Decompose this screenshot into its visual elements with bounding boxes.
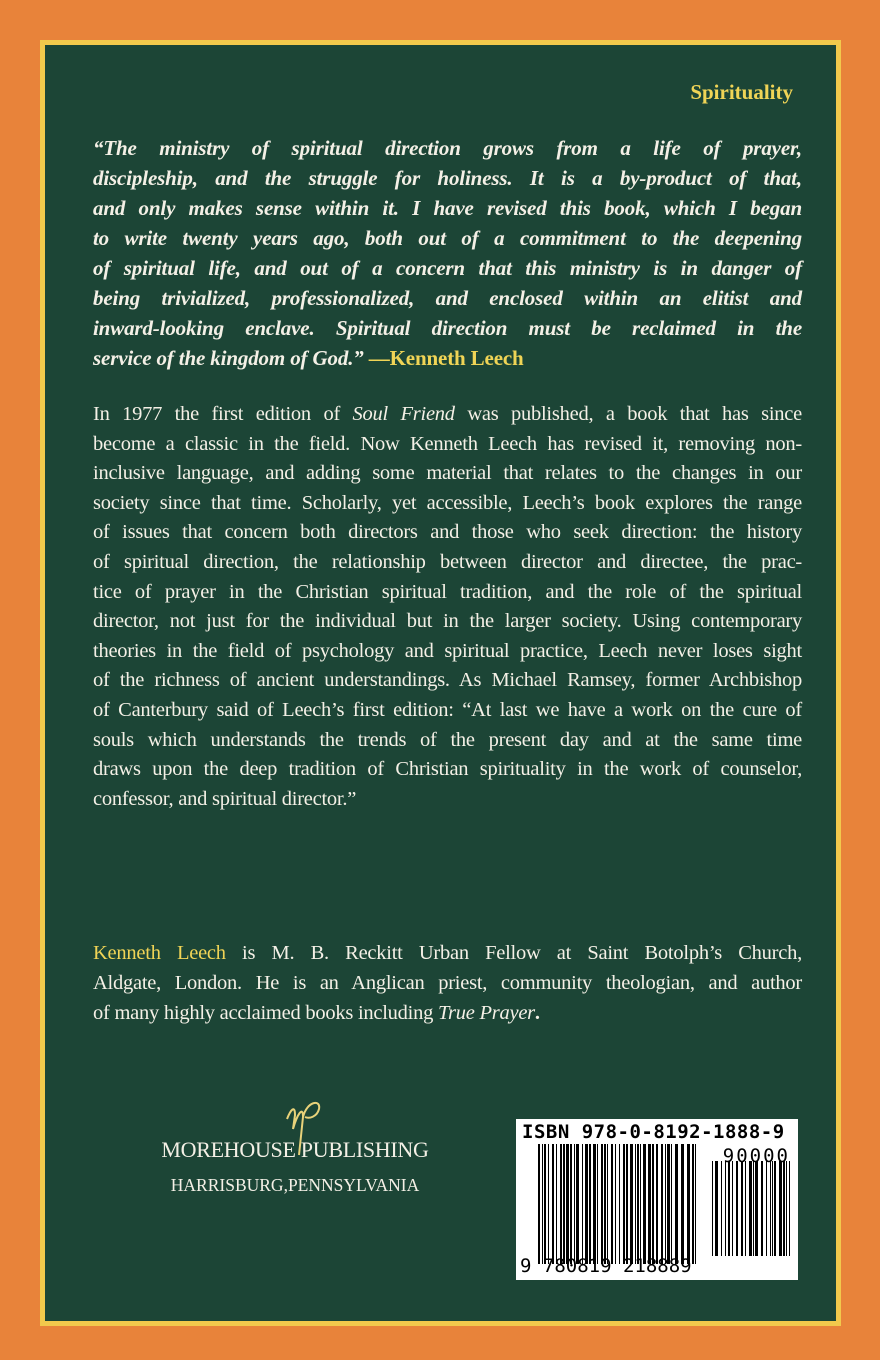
barcode-bar — [574, 1144, 575, 1264]
barcode-bar — [667, 1144, 670, 1264]
quote-line — [93, 283, 802, 313]
description-text: of spiritual direction, the relationship between director and directee, the prac- — [93, 550, 802, 573]
barcode-bar — [661, 1144, 663, 1264]
barcode-bar — [542, 1144, 543, 1264]
description-line — [93, 696, 802, 726]
bio-text: is M. B. Reckitt Urban Fellow at Saint Botolph’s Church, — [225, 942, 802, 964]
barcode-bar — [774, 1161, 776, 1256]
description-line — [93, 637, 802, 667]
publisher-location: HARRISBURG,PENNSYLVANIA — [170, 1175, 420, 1195]
barcode-bar — [728, 1161, 730, 1256]
description-text: of issues that concern both directors and those who seek direction: the history — [93, 521, 802, 544]
barcode-bar — [761, 1161, 763, 1256]
quote-line — [93, 193, 802, 223]
bio-text: of many highly acclaimed books including — [93, 1002, 439, 1024]
description-line — [93, 548, 802, 578]
barcode-bar — [770, 1161, 771, 1256]
mp-monogram-icon — [283, 1095, 323, 1157]
barcode-bar — [619, 1144, 620, 1264]
barcode-bar — [783, 1161, 785, 1256]
barcode-bar — [712, 1161, 713, 1256]
quote-line — [93, 133, 802, 163]
barcode-bar — [736, 1161, 738, 1256]
isbn-barcode — [516, 1119, 798, 1280]
book-title: True Prayer — [438, 1002, 535, 1024]
barcode-bar — [648, 1144, 651, 1264]
description-text: inclusive language, and adding some material that relates to the changes in our — [93, 462, 802, 485]
barcode-bar — [665, 1144, 666, 1264]
barcode-bar — [732, 1161, 733, 1256]
description-line — [93, 607, 802, 637]
barcode-bar — [640, 1144, 641, 1264]
description-text: society since that time. Scholarly, yet accessible, Leech’s book explores the range — [93, 491, 802, 514]
barcode-bar — [635, 1144, 636, 1264]
barcode-bar — [548, 1144, 549, 1264]
barcode-bar — [570, 1144, 572, 1264]
barcode-bar — [715, 1161, 718, 1256]
description-line — [93, 578, 802, 608]
barcode-bar — [597, 1144, 598, 1264]
barcode-bar — [652, 1144, 654, 1264]
barcode-bar — [538, 1144, 540, 1264]
category-label: Spirituality — [690, 80, 793, 104]
description-line — [93, 726, 802, 756]
barcode-bar — [556, 1144, 557, 1264]
barcode-bar — [779, 1161, 782, 1256]
back-cover-panel — [40, 40, 841, 1326]
bio-line — [93, 968, 802, 998]
barcode-bar — [725, 1161, 726, 1256]
barcode-bar — [671, 1144, 672, 1264]
bio-text: Aldgate, London. He is an Anglican priest, community theologian, and author — [93, 972, 802, 994]
author-bio — [93, 938, 802, 1028]
description-text: tice of prayer in the Christian spiritual tradition, and the role of the spiritual — [93, 580, 802, 603]
book-title: Soul Friend — [352, 403, 455, 425]
description-text: theories in the field of psychology and spiritual practice, Leech never loses sight — [93, 639, 802, 662]
barcode-bar — [772, 1161, 773, 1256]
quote-attribution: —Kenneth Leech — [363, 346, 524, 370]
barcode-bar — [786, 1161, 787, 1256]
quote-text: of spiritual life, and out of a concern that this ministry is in danger of — [93, 256, 802, 280]
barcode-bar — [585, 1144, 588, 1264]
barcode-bar — [560, 1144, 562, 1264]
barcode-bar — [626, 1144, 628, 1264]
quote-text: being trivialized, professionalized, and enclosed within an elitist and — [93, 286, 802, 310]
bio-text: . — [534, 1002, 540, 1024]
barcode-bar — [623, 1144, 625, 1264]
description-text: draws upon the deep tradition of Christian spirituality in the work of counselor, — [93, 758, 802, 781]
barcode-bar — [643, 1144, 646, 1264]
barcode-bar — [766, 1161, 767, 1256]
isbn-text: ISBN 978-0-8192-1888-9 — [522, 1121, 785, 1143]
barcode-bar — [692, 1144, 694, 1264]
quote-text: to write twenty years ago, both out of a commitment to the deepening — [93, 226, 802, 250]
description-text: confessor, and spiritual director.” — [93, 787, 357, 810]
quote-line — [93, 343, 802, 373]
description-text: In 1977 the first edition of — [93, 403, 353, 425]
quote-text: service of the kingdom of God.” — [93, 346, 364, 370]
barcode-bar — [637, 1144, 639, 1264]
barcode-bar — [576, 1144, 579, 1264]
description-line — [93, 755, 802, 785]
description-line — [93, 430, 802, 460]
description-line — [93, 489, 802, 519]
barcode-bar — [695, 1144, 696, 1264]
barcode-bar — [721, 1161, 722, 1256]
author-quote — [93, 133, 802, 373]
description-line — [93, 518, 802, 548]
barcode-bar — [544, 1144, 546, 1264]
description-text: was published, a book that has since — [454, 403, 802, 425]
quote-line — [93, 313, 802, 343]
barcode-bar — [604, 1144, 606, 1264]
author-name: Kenneth Leech — [93, 942, 226, 964]
book-description — [93, 400, 802, 814]
quote-line — [93, 223, 802, 253]
quote-text: “The ministry of spiritual direction grows from a life of prayer, — [93, 136, 802, 160]
quote-text: and only makes sense within it. I have revised this book, which I began — [93, 196, 802, 220]
barcode-bar — [749, 1161, 752, 1256]
barcode-bar — [675, 1144, 678, 1264]
barcode-bar — [755, 1161, 758, 1256]
barcode-bar — [741, 1161, 743, 1256]
barcode-bar — [593, 1144, 596, 1264]
barcode-bar — [563, 1144, 565, 1264]
description-text: souls which understands the trends of the present day and at the same time — [93, 728, 802, 751]
quote-text: discipleship, and the struggle for holiness. It is a by-product of that, — [93, 166, 802, 190]
barcode-bar — [601, 1144, 603, 1264]
description-text: of Canterbury said of Leech’s first edition: “At last we have a work on the cure of — [93, 698, 802, 721]
barcode-bar — [589, 1144, 591, 1264]
price-addon-text: 90000 — [722, 1145, 790, 1167]
barcode-bar — [656, 1144, 658, 1264]
barcode-bar — [681, 1144, 684, 1264]
publisher-logo — [105, 1095, 485, 1196]
barcode-bar — [630, 1144, 633, 1264]
description-text: of the richness of ancient understandings. As Michael Ramsey, former Archbishop — [93, 669, 802, 692]
barcode-bar — [753, 1161, 754, 1256]
bio-line — [93, 998, 802, 1028]
barcode-bar — [566, 1144, 569, 1264]
publisher-name: MOREHOUSE PUBLISHING — [161, 1137, 429, 1162]
bio-line — [93, 938, 802, 968]
ean-number: 9 780819 218889 — [520, 1255, 692, 1277]
barcode-bar — [611, 1144, 613, 1264]
barcode-bar — [745, 1161, 746, 1256]
barcode-bar — [582, 1144, 583, 1264]
quote-text: inward-looking enclave. Spiritual direction must be reclaimed in the — [93, 316, 802, 340]
description-text: director, not just for the individual but in the larger society. Using contemporary — [93, 610, 802, 633]
quote-line — [93, 253, 802, 283]
description-line — [93, 666, 802, 696]
description-line — [93, 400, 802, 430]
barcode-bar — [615, 1144, 616, 1264]
barcode-bar — [552, 1144, 554, 1264]
barcode-bar — [687, 1144, 690, 1264]
barcode-bar — [607, 1144, 608, 1264]
description-line — [93, 459, 802, 489]
quote-line — [93, 163, 802, 193]
barcode-bar — [789, 1161, 790, 1256]
description-text: become a classic in the field. Now Kenneth Leech has revised it, removing non- — [93, 432, 802, 455]
description-line — [93, 785, 802, 815]
